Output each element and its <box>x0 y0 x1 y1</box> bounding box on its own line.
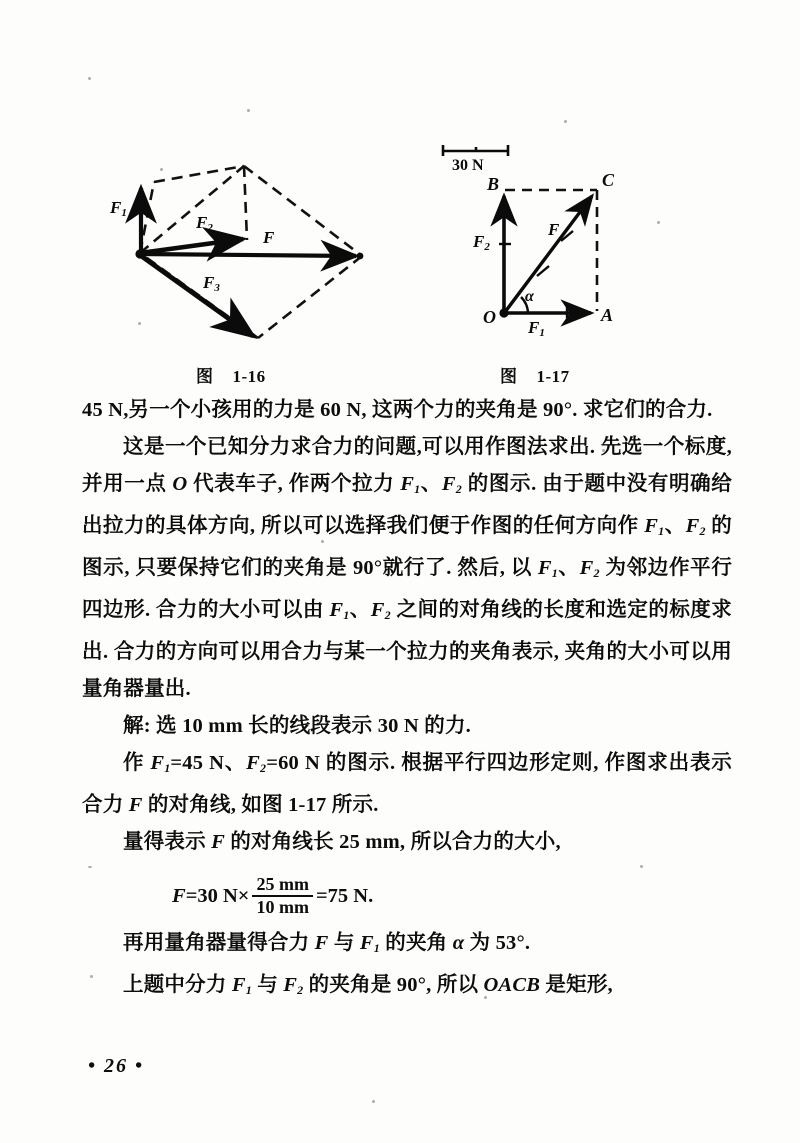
p2-var-F1: F <box>400 473 415 495</box>
p7-run-b: 与 <box>251 974 284 996</box>
paragraph-construction <box>82 745 732 824</box>
p2-sub-1: 1 <box>414 482 421 496</box>
formula-fraction <box>252 875 313 917</box>
p2-run-d: 的图示. 由于题中没有明确给出拉力的具体方向, 所以可以选择我们便于作图的任何方向作 <box>82 473 733 537</box>
p7-run-a: 上题中分力 <box>123 974 232 996</box>
p2-run-a: 这是一个已知分力求合力的问题,可以用作图法求出. 先选一个标度,并用一点 <box>82 436 732 495</box>
p2-var-O: O <box>172 473 188 495</box>
p2-sub-2c: 2 <box>593 566 600 580</box>
p5-var-F: F <box>211 831 225 853</box>
p2-var-F2: F <box>441 473 456 495</box>
fig-1-17-point-C: C <box>602 170 615 190</box>
fig-1-17-point-B: B <box>487 174 500 194</box>
p4-run-a: 作 <box>123 752 151 774</box>
p2-var-F2c: F <box>579 557 594 579</box>
p4-var-F: F <box>128 794 143 816</box>
fig-1-17-point-A: A <box>601 305 614 325</box>
fig-1-17-label-F2: $F_2$ <box>473 232 490 253</box>
p2-sub-1d: 1 <box>343 608 350 622</box>
p2-sub-2d: 2 <box>384 608 391 622</box>
p2-run-f: 为邻边作平行四边形. 合力的大小可以由 <box>82 557 733 621</box>
page-number: • 26 • <box>88 1055 145 1077</box>
p6-var-F1: F <box>359 932 374 954</box>
fig-1-17-caption: 图 1-17 <box>500 367 570 386</box>
p7-var-F2: F <box>283 974 298 996</box>
fig-1-16-label-F2: $F_2$ <box>196 213 213 234</box>
fig-1-17-point-O: O <box>483 307 496 327</box>
p6-run-d: 为 53°. <box>464 932 531 954</box>
p2-sub-1b: 1 <box>658 524 665 538</box>
p4-run-b: =45 N、 <box>170 752 247 774</box>
p4-var-F1: F <box>150 752 165 774</box>
paragraph-solution-scale: 解: 选 10 mm 长的线段表示 30 N 的力. <box>123 715 471 737</box>
p6-sub-1: 1 <box>373 941 380 955</box>
formula-eq1: =30 N× <box>185 884 250 907</box>
paragraph-angle <box>82 925 732 967</box>
p7-var-OACB: OACB <box>483 974 541 996</box>
p6-run-c: 的夹角 <box>379 932 453 954</box>
p7-run-c: 的夹角是 90°, 所以 <box>303 974 484 996</box>
p4-run-d: 的对角线, 如图 1-17 所示. <box>142 794 379 816</box>
p4-sub-2: 2 <box>260 761 267 775</box>
p6-var-alpha: α <box>452 932 465 954</box>
fig-1-16-caption: 图 1-16 <box>196 367 266 386</box>
fig-1-16-label-F: F <box>263 228 275 247</box>
formula-eq2: =75 N. <box>315 884 374 907</box>
p2-sub-2b: 2 <box>699 524 706 538</box>
p2-var-F1d: F <box>329 599 344 621</box>
formula-denominator: 10 mm <box>252 895 313 917</box>
p5-run-a: 量得表示 <box>123 831 212 853</box>
body-text <box>82 392 732 1009</box>
fig-1-17-label-F1: $F_1$ <box>528 318 545 339</box>
p6-run-b: 与 <box>328 932 360 954</box>
p2-var-F2b: F <box>685 515 700 537</box>
p7-var-F1: F <box>231 974 246 996</box>
p7-run-d: 是矩形, <box>540 974 613 996</box>
p2-var-F1c: F <box>537 557 552 579</box>
p2-run-e: 的图示, 只要保持它们的夹角是 90°就行了. 然后, 以 <box>82 515 732 579</box>
p2-run-c: 、 <box>420 473 442 495</box>
paragraph-rectangle <box>82 967 732 1009</box>
paragraph-measure <box>82 824 732 861</box>
figures-area <box>0 0 800 392</box>
p2-run-g: 之间的对角线的长度和选定的标度求出. 合力的方向可以用合力与某一个拉力的夹角表示, 夹角的大小可以用量角器量出. <box>82 599 732 700</box>
fig-1-17-label-alpha: α <box>525 288 534 305</box>
fig-1-17-drawing <box>0 0 800 392</box>
p6-var-F: F <box>314 932 329 954</box>
formula-numerator: 25 mm <box>256 874 309 895</box>
paragraph-analysis <box>82 429 732 708</box>
paragraph-problem: 45 N,另一个小孩用的力是 60 N, 这两个力的夹角是 90°. 求它们的合力. <box>82 399 713 421</box>
fig-1-16-label-F3: $F_3$ <box>203 273 220 294</box>
p2-run-b: 代表车子, 作两个拉力 <box>187 473 401 495</box>
scan-speck <box>372 1100 375 1103</box>
p4-sub-1: 1 <box>164 761 171 775</box>
formula-resultant-force <box>82 861 732 925</box>
p2-sub-1c: 1 <box>551 566 558 580</box>
p2-sub-2: 2 <box>455 482 462 496</box>
p2-run-c4: 、 <box>349 599 371 621</box>
p4-run-c: =60 N 的图示. 根据平行四边形定则, 作图求出表示合力 <box>82 752 732 816</box>
formula-lhs: F <box>172 884 186 907</box>
p2-run-c3: 、 <box>557 557 580 579</box>
p7-sub-1: 1 <box>245 983 252 997</box>
p2-var-F2d: F <box>370 599 385 621</box>
fig-1-17-label-F: F <box>548 220 560 239</box>
fig-1-16-label-F1: $F_1$ <box>110 198 127 219</box>
p6-run-a: 再用量角器量得合力 <box>123 932 315 954</box>
p4-var-F2: F <box>246 752 260 774</box>
p2-var-F1b: F <box>644 515 659 537</box>
p5-run-b: 的对角线长 25 mm, 所以合力的大小, <box>225 831 561 853</box>
p2-run-c2: 、 <box>664 515 686 537</box>
p7-sub-2: 2 <box>297 983 304 997</box>
fig-1-17-scale-label: 30 N <box>452 157 484 174</box>
